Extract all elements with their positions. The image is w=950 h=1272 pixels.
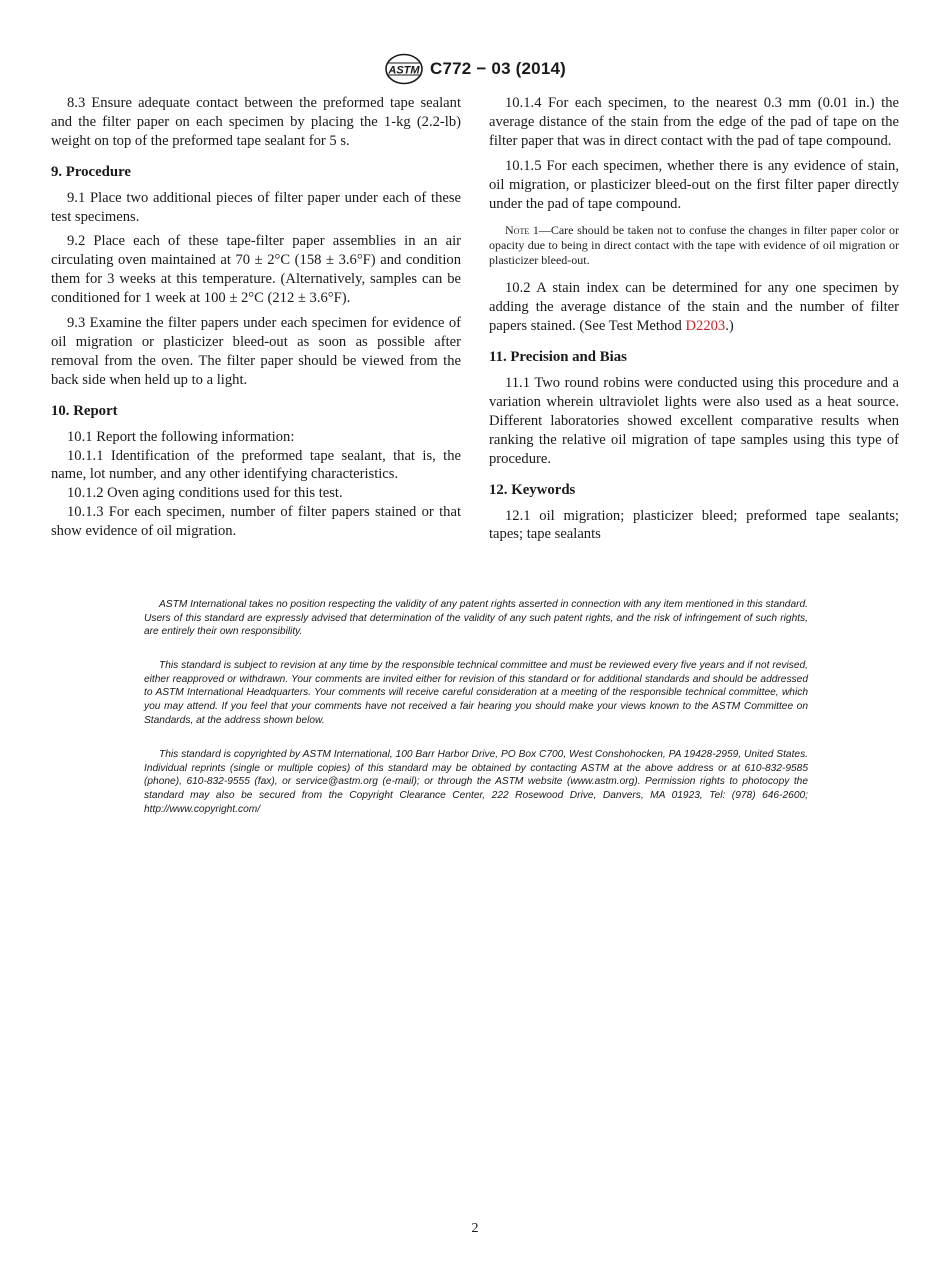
page-header	[0, 52, 950, 86]
heading-precision-bias: 11. Precision and Bias	[489, 349, 627, 366]
footer-patent-notice: ASTM International takes no position respecting the validity of any patent rights asserted in connection with any item mentioned in this standard. Users of this standard are expressly advised that determination of the validity of any such patent rights, and the risk of infringement of such rights, are entirely their own responsibility.	[144, 599, 808, 638]
heading-report: 10. Report	[51, 402, 118, 419]
note-text: —Care should be taken not to confuse the changes in filter paper color or opacity due to being in direct contact with the tape with evidence of oil migration or plasticizer bleed-out.	[489, 223, 900, 268]
paragraph-9-2: 9.2 Place each of these tape-filter paper assemblies in an air circulating oven maintained at 70 ± 2°C (158 ± 3.6°F) and condition them for 3 weeks at this temperature. (Alternatively, samples can be conditioned for 1 week at 100 ± 2°C (212 ± 3.6°F).	[51, 233, 461, 307]
footer-revision-notice: This standard is subject to revision at any time by the responsible technical committee and must be reviewed every five years and if not revised, either reapproved or withdrawn. Your comments are invited either for revision of this standard or for additional standards and should be addressed to ASTM International Headquarters. Your comments will receive careful consideration at a meeting of the responsible technical committee, which you may attend. If you feel that your comments have not received a fair hearing you should make your views known to the ASTM Committee on Standards, at the address shown below.	[144, 660, 808, 726]
page-number: 2	[471, 1221, 479, 1236]
heading-procedure: 9. Procedure	[51, 163, 131, 180]
paragraph-10-1-3: 10.1.3 For each specimen, number of filter papers stained or that show evidence of oil migration.	[51, 504, 461, 540]
paragraph-10-1: 10.1 Report the following information:	[67, 428, 295, 445]
astm-logo-icon	[384, 53, 424, 85]
paragraph-10-2	[489, 279, 899, 336]
paragraph-10-1-2: 10.1.2 Oven aging conditions used for this test.	[67, 485, 343, 502]
document-title: C772 − 03 (2014)	[430, 59, 566, 78]
paragraph-10-1-4: 10.1.4 For each specimen, to the nearest 0.3 mm (0.01 in.) the average distance of the stain from the edge of the pad of tape on the filter paper that was in direct contact with the pad of tape compound.	[489, 95, 899, 149]
left-column	[51, 94, 461, 541]
note-label: Note 1	[505, 223, 539, 238]
footer-copyright-notice: This standard is copyrighted by ASTM International, 100 Barr Harbor Drive, PO Box C700, West Conshohocken, PA 19428-2959, United States. Individual reprints (single or multiple copies) of this standard may be obtained by contacting ASTM at the above address or at 610-832-9585 (phone), 610-832-9555 (fax), or service@astm.org (e-mail); or through the ASTM website (www.astm.org). Permission rights to photocopy the standard may also be secured from the Copyright Clearance Center, 222 Rosewood Drive, Danvers, MA 01923, Tel: (978) 646-2600; http://www.copyright.com/	[144, 749, 808, 815]
paragraph-10-2-text: 10.2 A stain index can be determined for any one specimen by adding the average distance of the stain and the number of filter papers stained. (See Test Method	[489, 280, 899, 335]
paragraph-8-3: 8.3 Ensure adequate contact between the preformed tape sealant and the filter paper on each specimen by placing the 1-kg (2.2-lb) weight on top of the preformed tape sealant for 5 s.	[51, 95, 461, 149]
paragraph-10-1-1: 10.1.1 Identification of the preformed tape sealant, that is, the name, lot number, and any other identifying characteristics.	[51, 447, 461, 483]
paragraph-12-1: 12.1 oil migration; plasticizer bleed; preformed tape sealants; tapes; tape sealants	[489, 507, 899, 543]
paragraph-9-3: 9.3 Examine the filter papers under each specimen for evidence of oil migration or plasticizer bleed-out as soon as possible after removal from the oven. The filter paper should be viewed from the back side when held up to a light.	[51, 315, 461, 388]
paragraph-10-2-end: .)	[725, 318, 734, 335]
heading-keywords: 12. Keywords	[489, 481, 576, 498]
paragraph-11-1: 11.1 Two round robins were conducted using this procedure and a variation wherein ultraviolet lights were also used as a heat source. Different laboratories showed excellent comparative results when ranking the relative oil migration of tape samples using this type of procedure.	[489, 375, 899, 467]
paragraph-10-1-5: 10.1.5 For each specimen, whether there is any evidence of stain, oil migration, or plasticizer bleed-out on the first filter paper directly under the pad of tape compound.	[489, 157, 899, 212]
reference-link-d2203[interactable]: D2203	[685, 318, 726, 335]
note-1	[489, 223, 899, 268]
logo-text: ASTM	[388, 64, 420, 77]
paragraph-9-1: 9.1 Place two additional pieces of filter paper under each of these test specimens.	[51, 189, 461, 225]
right-column	[489, 94, 899, 550]
